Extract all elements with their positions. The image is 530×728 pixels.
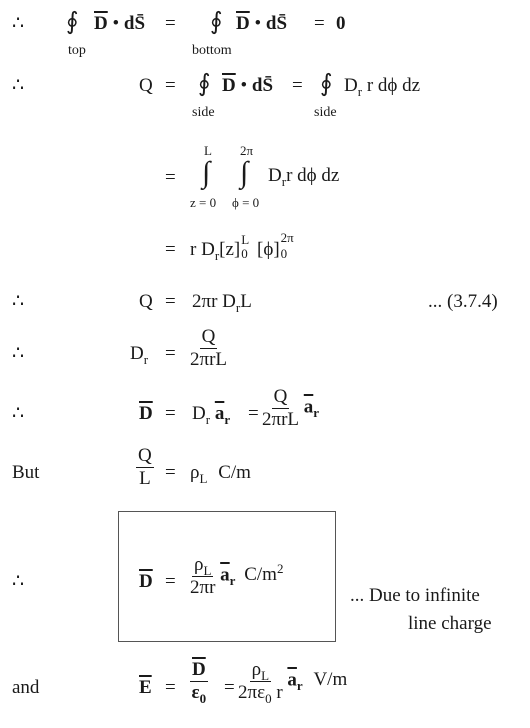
note-line-1: ... Due to infinite <box>350 585 480 606</box>
fraction-denominator: 2πrL <box>262 409 300 430</box>
z-upper-limit: L <box>241 232 250 247</box>
contour-integral-side-2: ∮ <box>320 71 333 97</box>
equals-sign: = <box>165 291 176 312</box>
contour-integral-bottom: ∮ <box>210 9 223 35</box>
rho-subscript: L <box>199 470 208 486</box>
equals-sign: = <box>165 13 176 34</box>
unit-vector-subscript: r <box>229 573 236 589</box>
integral-phi: ∫ <box>240 156 249 189</box>
fraction-denominator <box>238 682 283 706</box>
equals-sign: = <box>292 75 303 96</box>
line7-fraction <box>262 387 319 429</box>
upper-limit-z: L <box>204 143 212 158</box>
fraction-denominator: L <box>139 468 151 489</box>
line6-lhs <box>130 343 149 367</box>
unit-vector-a: $\overline{a}$ <box>287 669 297 691</box>
dS-vector: dS̄ <box>251 75 274 96</box>
epsilon-subscript: 0 <box>199 690 207 706</box>
den-prefix: 2πε <box>238 682 266 703</box>
equals-sign: = <box>165 677 176 698</box>
dot-operator: • <box>112 13 120 34</box>
unit-vector-a: $\overline{a}$ <box>303 396 314 418</box>
line1-right-integrand <box>236 14 287 33</box>
zero-value: 0 <box>336 13 346 34</box>
D-scalar: D <box>130 343 144 364</box>
equals-sign: = <box>224 677 235 698</box>
line3-integrand <box>268 165 340 189</box>
therefore-symbol: ∴ <box>12 13 25 34</box>
equals-sign: = <box>165 571 176 592</box>
and-label: and <box>12 677 40 698</box>
equals-sign: = <box>165 75 176 96</box>
rhs-suffix: L <box>240 291 252 312</box>
fraction-numerator: $\overline{D}$ <box>192 659 206 680</box>
equals-sign: = <box>314 13 325 34</box>
fraction-denominator: 2πrL <box>190 349 228 370</box>
unit-vector-subscript: r <box>224 411 231 427</box>
charge-Q: Q <box>139 75 153 96</box>
line10-fraction <box>238 659 348 706</box>
D-subscript: r <box>214 247 220 263</box>
integral-subscript-top: top <box>68 43 86 58</box>
upper-limit-phi: 2π <box>240 143 254 158</box>
vector-D: $\overline{D}$ <box>94 13 108 34</box>
equals-sign: = <box>165 167 176 188</box>
epsilon: ε <box>191 682 200 703</box>
integrand-tail: r dϕ dz <box>286 165 340 186</box>
therefore-symbol: ∴ <box>12 571 25 592</box>
z-bracket: [z] <box>219 239 241 260</box>
equals-sign: = <box>165 403 176 424</box>
line5-rhs <box>192 291 252 315</box>
dot-operator: • <box>240 75 248 96</box>
equals-sign: = <box>165 239 176 260</box>
phi-upper-limit: 2π <box>280 230 294 245</box>
rhs-prefix: 2πr D <box>192 291 236 312</box>
fraction-denominator <box>191 682 207 706</box>
fraction-Q-over-L <box>136 446 154 488</box>
therefore-symbol: ∴ <box>12 403 25 424</box>
D-subscript: r <box>205 411 211 427</box>
unit-label: V/m <box>313 669 348 691</box>
contour-integral-top: ∮ <box>66 9 79 35</box>
fraction-numerator: Q <box>273 386 288 407</box>
equals-sign: = <box>165 343 176 364</box>
rD-prefix: r D <box>190 239 215 260</box>
equals-sign: = <box>165 462 176 483</box>
but-label: But <box>12 462 40 483</box>
rho: ρ <box>193 554 204 575</box>
vector-D: $\overline{D}$ <box>139 571 153 592</box>
dS-vector: dS̄ <box>123 13 146 34</box>
lower-limit-z: z = 0 <box>190 195 217 210</box>
fraction-numerator: Q <box>138 445 152 466</box>
unit-exponent: 2 <box>276 561 284 577</box>
phi-lower-limit: 0 <box>280 246 288 261</box>
D-subscript: r <box>281 173 287 189</box>
integral-subscript-side-2: side <box>314 105 337 120</box>
charge-Q: Q <box>139 291 153 312</box>
unit-vector-a: $\overline{a}$ <box>214 403 225 424</box>
vector-D: $\overline{D}$ <box>139 403 153 424</box>
D-subscript: r <box>235 299 241 315</box>
D-subscript: r <box>357 83 363 99</box>
fraction-numerator <box>192 555 213 577</box>
D-subscript: r <box>143 351 149 367</box>
line2-integrand <box>222 76 273 95</box>
den-suffix: r <box>271 682 283 703</box>
D-scalar: D <box>192 403 206 424</box>
unit-vector-subscript: r <box>296 678 303 694</box>
rho: ρ <box>190 462 200 483</box>
fraction-denominator: 2πr <box>190 577 216 598</box>
line8-rhs <box>190 462 251 486</box>
line9-fraction <box>190 555 283 597</box>
fraction-Q-over-2pirL <box>190 327 227 369</box>
D-scalar: D <box>268 165 282 186</box>
rho: ρ <box>251 659 262 680</box>
phi-bracket: [ϕ] <box>257 239 280 260</box>
rho-subscript: L <box>261 667 270 683</box>
lower-limit-phi: ϕ = 0 <box>232 195 260 210</box>
rho-subscript: L <box>203 562 212 578</box>
line7-mid <box>192 403 231 427</box>
epsilon-subscript: 0 <box>265 690 272 706</box>
therefore-symbol: ∴ <box>12 291 25 312</box>
therefore-symbol: ∴ <box>12 75 25 96</box>
line1-left-integrand <box>94 14 145 33</box>
z-lower-limit: 0 <box>241 246 248 261</box>
equation-number: ... (3.7.4) <box>428 291 498 312</box>
fraction-numerator: Q <box>201 326 216 347</box>
fraction-D-over-eps0 <box>190 659 208 706</box>
unit-label: C/m <box>244 564 277 586</box>
integral-z: ∫ <box>202 156 211 189</box>
integral-subscript-side: side <box>192 105 215 120</box>
vector-E: $\overline{E}$ <box>139 677 152 698</box>
vector-D: $\overline{D}$ <box>222 75 236 96</box>
dS-vector: dS̄ <box>265 13 288 34</box>
unit-label: C/m <box>218 462 251 483</box>
equals-sign: = <box>248 403 259 424</box>
unit-vector-a: $\overline{a}$ <box>220 564 230 586</box>
unit-vector-subscript: r <box>313 405 320 421</box>
D-scalar: D <box>344 75 358 96</box>
therefore-symbol: ∴ <box>12 343 25 364</box>
note-line-2: line charge <box>408 613 492 634</box>
dot-operator: • <box>254 13 262 34</box>
fraction-numerator <box>250 660 271 682</box>
vector-D: $\overline{D}$ <box>236 13 250 34</box>
line4-expression <box>190 230 298 263</box>
integrand-tail: r dϕ dz <box>362 75 421 96</box>
contour-integral-side: ∮ <box>198 71 211 97</box>
line2-scalar-integrand <box>344 75 421 99</box>
integral-subscript-bottom: bottom <box>192 43 232 58</box>
